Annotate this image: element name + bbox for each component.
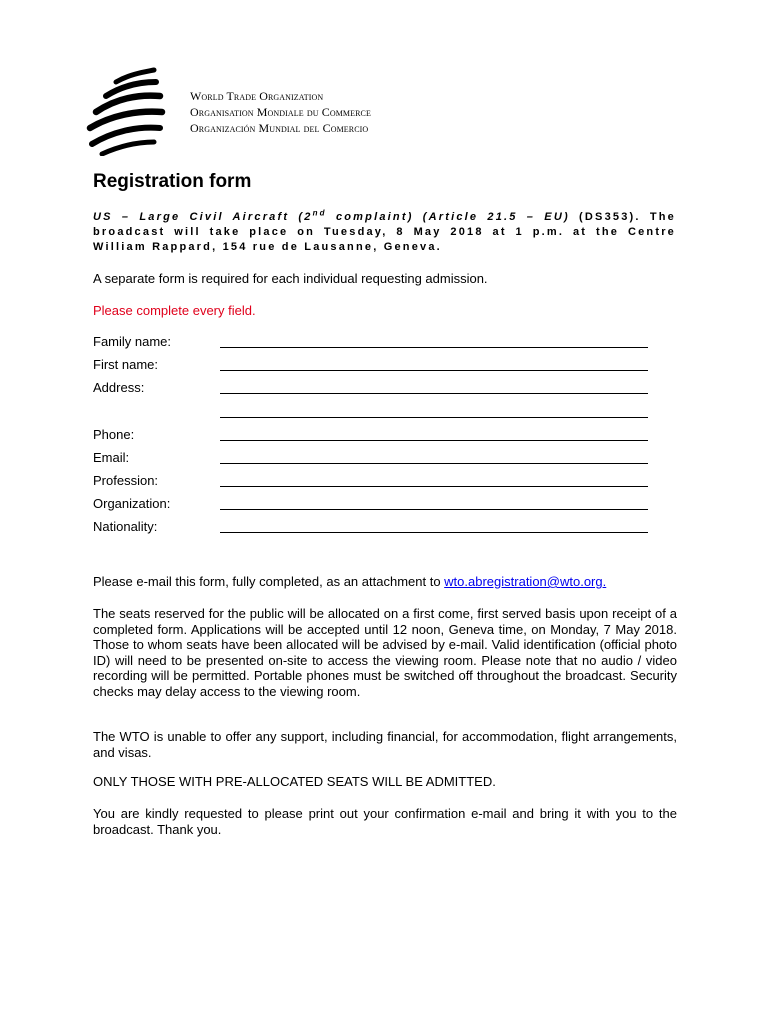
first-name-label: First name: <box>93 357 159 372</box>
organization-names <box>190 88 371 136</box>
email-field[interactable] <box>220 463 648 464</box>
seats-paragraph: The seats reserved for the public will be allocated on a first come, first served basis upon receipt of a completed form. Applications will be accepted until 12 noon, Geneva time, on Monday, 7 May 2018. Those to whom seats have been allocated will be advised by e-mail. Valid identification (official photo ID) will need to be presented on-site to access the viewing room. Please note that no audio / video recording will be permitted. Portable phones must be switched off throughout the broadcast. Security checks may delay access to the viewing room. <box>93 606 677 699</box>
organization-field[interactable] <box>220 509 648 510</box>
phone-field[interactable] <box>220 440 648 441</box>
profession-field[interactable] <box>220 486 648 487</box>
wto-logo-icon <box>86 66 166 156</box>
address-field-line-2[interactable] <box>220 417 648 418</box>
case-name-superscript: nd <box>312 208 327 218</box>
page-title: Registration form <box>93 171 252 192</box>
admission-notice: ONLY THOSE WITH PRE-ALLOCATED SEATS WILL BE ADMITTED. <box>93 774 496 789</box>
nationality-field[interactable] <box>220 532 648 533</box>
phone-label: Phone: <box>93 427 135 442</box>
org-name-french: Organisation Mondiale du Commerce <box>190 105 371 119</box>
address-row-2 <box>93 403 653 421</box>
address-field-line-1[interactable] <box>220 393 648 394</box>
address-label: Address: <box>93 380 145 395</box>
profession-row <box>93 472 653 490</box>
address-row <box>93 379 653 397</box>
case-name-part1: US – Large Civil Aircraft (2 <box>93 211 313 223</box>
case-name-part2: complaint) (Article 21.5 – EU) <box>326 211 570 223</box>
org-name-english: World Trade Organization <box>190 89 324 103</box>
phone-row <box>93 426 653 444</box>
first-name-row <box>93 356 653 374</box>
organization-row <box>93 495 653 513</box>
family-name-label: Family name: <box>93 334 172 349</box>
family-name-field[interactable] <box>220 347 648 348</box>
complete-fields-notice: Please complete every field. <box>93 303 256 318</box>
profession-label: Profession: <box>93 473 159 488</box>
organization-label: Organization: <box>93 496 171 511</box>
registration-email-link[interactable]: wto.abregistration@wto.org. <box>444 574 607 589</box>
nationality-label: Nationality: <box>93 519 158 534</box>
email-label: Email: <box>93 450 130 465</box>
case-description <box>93 210 676 255</box>
nationality-row <box>93 518 653 536</box>
family-name-row <box>93 333 653 351</box>
closing-paragraph: You are kindly requested to please print out your confirmation e-mail and bring it with you to the broadcast. Thank you. <box>93 806 677 837</box>
org-name-spanish: Organización Mundial del Comercio <box>190 121 369 135</box>
email-instruction <box>93 574 677 590</box>
email-instruction-text: Please e-mail this form, fully completed, as an attachment to <box>93 574 445 589</box>
email-row <box>93 449 653 467</box>
intro-text: A separate form is required for each individual requesting admission. <box>93 271 488 286</box>
support-paragraph: The WTO is unable to offer any support, including financial, for accommodation, flight arrangements, and visas. <box>93 729 677 760</box>
first-name-field[interactable] <box>220 370 648 371</box>
case-details: (DS353). The broadcast will take place on Tuesday, 8 May 2018 at 1 p.m. at the Centre William Rappard, 154 rue de Lausanne, Geneva. <box>93 211 676 253</box>
